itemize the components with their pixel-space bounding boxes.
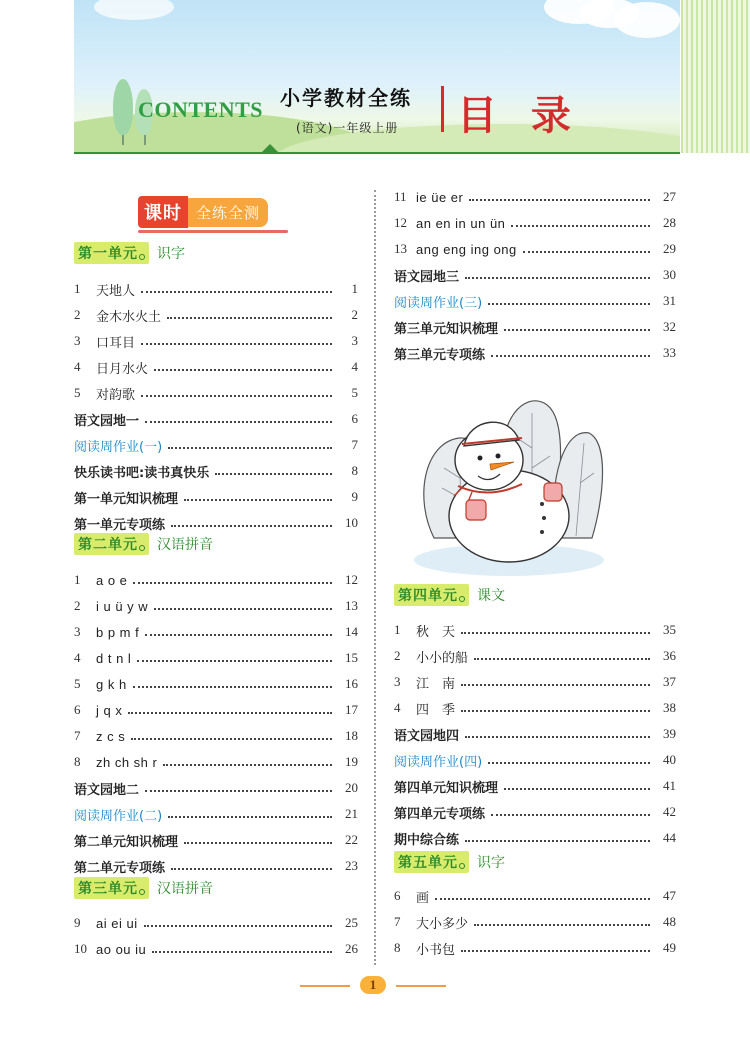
entry-title: 阅读周作业(一): [74, 439, 163, 455]
dot-leader: [504, 788, 650, 790]
toc-entry[interactable]: [74, 487, 358, 507]
entry-page: 12: [345, 572, 358, 587]
dot-leader: [511, 225, 650, 227]
entry-page: 10: [345, 515, 358, 530]
unit-badge: [394, 851, 469, 873]
entry-page: 44: [663, 830, 676, 845]
entry-title: 四 季: [416, 702, 456, 718]
entry-number: 2: [74, 598, 81, 613]
dot-leader: [461, 710, 650, 712]
entry-title: ie üe er: [416, 189, 464, 205]
dot-leader: [474, 924, 650, 926]
dot-leader: [184, 842, 332, 844]
dot-leader: [504, 329, 650, 331]
entry-page: 48: [663, 914, 676, 929]
entry-title: 第二单元知识梳理: [74, 834, 179, 850]
dot-leader: [145, 421, 332, 423]
toc-entry[interactable]: [394, 620, 676, 640]
dot-leader: [144, 925, 332, 927]
dot-leader: [461, 632, 650, 634]
snowman-illustration: [414, 388, 604, 583]
entry-page: 38: [663, 700, 676, 715]
dot-leader: [145, 634, 332, 636]
unit-badge-label: 第二单元: [78, 537, 138, 553]
page-title: 目 录: [457, 93, 581, 139]
entry-number: 5: [74, 385, 81, 400]
unit-name: 汉语拼音: [157, 881, 213, 897]
entry-title: 第四单元专项练: [394, 806, 486, 822]
dot-leader: [474, 658, 650, 660]
entry-title: 大小多少: [416, 916, 469, 932]
entry-page: 29: [663, 241, 676, 256]
toc-entry[interactable]: [394, 912, 676, 932]
entry-title: 小书包: [416, 942, 456, 958]
toc-entry[interactable]: [74, 409, 358, 429]
entry-number: 1: [74, 572, 81, 587]
entry-page: 21: [345, 806, 358, 821]
entry-title: 画: [416, 890, 430, 906]
entry-title: 口耳目: [96, 335, 136, 351]
entry-page: 6: [351, 411, 358, 426]
entry-number: 4: [74, 650, 81, 665]
entry-title: 第三单元知识梳理: [394, 321, 499, 337]
unit-name: 识字: [477, 855, 505, 871]
entry-number: 1: [394, 622, 401, 637]
unit-badge-label: 第四单元: [398, 588, 458, 604]
dot-leader: [131, 738, 332, 740]
dot-leader: [145, 790, 332, 792]
toc-entry[interactable]: [74, 435, 358, 455]
dot-leader: [465, 840, 650, 842]
dot-leader: [167, 317, 332, 319]
unit-badge-label: 第一单元: [78, 246, 138, 262]
toc-entry[interactable]: [74, 461, 358, 481]
entry-title: 阅读周作业(三): [394, 295, 483, 311]
entry-page: 14: [345, 624, 358, 639]
entry-title: g k h: [96, 676, 127, 692]
series-title: 小学教材全练: [280, 86, 412, 110]
toc-entry[interactable]: [74, 622, 358, 642]
entry-title: 第一单元知识梳理: [74, 491, 179, 507]
dot-leader: [215, 473, 332, 475]
entry-number: 7: [74, 728, 81, 743]
unit-badge-dot: [139, 254, 145, 260]
dot-leader: [163, 764, 332, 766]
toc-entry[interactable]: [74, 279, 358, 299]
column-divider: [374, 190, 376, 965]
entry-page: 16: [345, 676, 358, 691]
entry-page: 40: [663, 752, 676, 767]
unit-heading: [394, 584, 505, 606]
toc-entry[interactable]: [74, 383, 358, 403]
entry-title: 第四单元知识梳理: [394, 780, 499, 796]
entry-title: 期中综合练: [394, 832, 460, 848]
toc-entry[interactable]: [74, 778, 358, 798]
entry-page: 13: [345, 598, 358, 613]
toc-entry[interactable]: [394, 698, 676, 718]
entry-number: 13: [394, 241, 407, 256]
footer-rule-right: [396, 985, 446, 987]
entry-page: 5: [351, 385, 358, 400]
entry-page: 4: [351, 359, 358, 374]
entry-title: 第二单元专项练: [74, 860, 166, 876]
toc-entry[interactable]: [74, 804, 358, 824]
entry-number: 4: [394, 700, 401, 715]
unit-name: 汉语拼音: [157, 537, 213, 553]
entry-number: 12: [394, 215, 407, 230]
entry-page: 30: [663, 267, 676, 282]
entry-number: 7: [394, 914, 401, 929]
entry-title: 对韵歌: [96, 387, 136, 403]
entry-page: 15: [345, 650, 358, 665]
entry-page: 36: [663, 648, 676, 663]
entry-title: b p m f: [96, 624, 140, 640]
entry-number: 11: [394, 189, 407, 204]
dot-leader: [469, 199, 650, 201]
unit-badge-label: 第五单元: [398, 855, 458, 871]
entry-title: z c s: [96, 728, 126, 744]
lesson-label: [138, 196, 268, 228]
entry-title: i u ü y w: [96, 598, 149, 614]
entry-title: 日月水火: [96, 361, 149, 377]
toc-entry[interactable]: [74, 939, 358, 959]
entry-title: 语文园地二: [74, 782, 140, 798]
dot-leader: [435, 898, 650, 900]
entry-title: j q x: [96, 702, 123, 718]
entry-page: 18: [345, 728, 358, 743]
entry-page: 8: [351, 463, 358, 478]
toc-entry[interactable]: [394, 828, 676, 848]
entry-title: a o e: [96, 572, 128, 588]
toc-entry[interactable]: [394, 239, 676, 259]
dot-leader: [141, 395, 332, 397]
unit-heading: [74, 533, 213, 555]
toc-entry[interactable]: [74, 752, 358, 772]
toc-entry[interactable]: [74, 674, 358, 694]
entry-title: 快乐读书吧:读书真快乐: [74, 465, 210, 481]
dot-leader: [171, 525, 332, 527]
dot-leader: [133, 686, 332, 688]
page-number: 1: [360, 976, 386, 994]
entry-title: 江 南: [416, 676, 456, 692]
entry-page: 49: [663, 940, 676, 955]
entry-number: 3: [74, 624, 81, 639]
unit-name: 识字: [157, 246, 185, 262]
lesson-label-underline: [138, 230, 288, 233]
entry-number: 9: [74, 915, 81, 930]
dot-leader: [154, 369, 332, 371]
entry-title: 阅读周作业(二): [74, 808, 163, 824]
lesson-label-sub: 全练全测: [188, 198, 268, 227]
unit-badge-dot: [139, 889, 145, 895]
entry-title: zh ch sh r: [96, 754, 158, 770]
unit-heading: [74, 242, 185, 264]
toc-entry[interactable]: [394, 672, 676, 692]
dot-leader: [128, 712, 332, 714]
entry-number: 8: [394, 940, 401, 955]
entry-title: 天地人: [96, 283, 136, 299]
dot-leader: [133, 582, 332, 584]
title-divider: [441, 86, 444, 132]
entry-number: 8: [74, 754, 81, 769]
entry-page: 7: [351, 437, 358, 452]
decorative-stripes: [681, 0, 750, 153]
entry-page: 47: [663, 888, 676, 903]
entry-page: 39: [663, 726, 676, 741]
entry-page: 23: [345, 858, 358, 873]
unit-badge: [74, 877, 149, 899]
entry-page: 19: [345, 754, 358, 769]
entry-page: 32: [663, 319, 676, 334]
unit-badge: [394, 584, 469, 606]
entry-page: 1: [351, 281, 358, 296]
entry-title: ao ou iu: [96, 941, 147, 957]
dot-leader: [154, 608, 332, 610]
toc-entry[interactable]: [394, 317, 676, 337]
header-rule-marker: [262, 144, 278, 152]
dot-leader: [465, 277, 650, 279]
entry-page: 26: [345, 941, 358, 956]
entry-page: 28: [663, 215, 676, 230]
footer-rule-left: [300, 985, 350, 987]
unit-badge-dot: [139, 545, 145, 551]
dot-leader: [141, 291, 332, 293]
dot-leader: [461, 684, 650, 686]
entry-number: 5: [74, 676, 81, 691]
entry-page: 33: [663, 345, 676, 360]
entry-number: 2: [394, 648, 401, 663]
entry-page: 37: [663, 674, 676, 689]
toc-entry[interactable]: [394, 724, 676, 744]
entry-number: 3: [394, 674, 401, 689]
entry-number: 10: [74, 941, 87, 956]
entry-title: 第一单元专项练: [74, 517, 166, 533]
unit-badge: [74, 533, 149, 555]
entry-number: 2: [74, 307, 81, 322]
toc-entry[interactable]: [74, 570, 358, 590]
entry-number: 3: [74, 333, 81, 348]
entry-number: 6: [394, 888, 401, 903]
lesson-label-main: 课时: [138, 196, 188, 228]
entry-page: 41: [663, 778, 676, 793]
toc-entry[interactable]: [394, 776, 676, 796]
entry-page: 22: [345, 832, 358, 847]
entry-title: an en in un ün: [416, 215, 506, 231]
toc-entry[interactable]: [394, 213, 676, 233]
entry-number: 6: [74, 702, 81, 717]
toc-entry[interactable]: [394, 187, 676, 207]
page-footer: [300, 974, 450, 998]
toc-entry[interactable]: [74, 913, 358, 933]
entry-page: 25: [345, 915, 358, 930]
entry-title: 语文园地三: [394, 269, 460, 285]
toc-entry[interactable]: [394, 265, 676, 285]
dot-leader: [168, 816, 332, 818]
entry-page: 31: [663, 293, 676, 308]
toc-entry[interactable]: [394, 886, 676, 906]
entry-page: 42: [663, 804, 676, 819]
dot-leader: [488, 303, 650, 305]
entry-title: ai ei ui: [96, 915, 138, 931]
toc-entry[interactable]: [394, 750, 676, 770]
entry-title: d t n l: [96, 650, 132, 666]
toc-entry[interactable]: [394, 802, 676, 822]
entry-page: 35: [663, 622, 676, 637]
unit-badge-dot: [459, 596, 465, 602]
entry-title: 秋 天: [416, 624, 456, 640]
entry-title: 金木水火土: [96, 309, 162, 325]
tree-icon: [113, 79, 133, 135]
dot-leader: [141, 343, 332, 345]
cloud-shape: [94, 0, 174, 20]
cloud-shape: [614, 2, 680, 38]
entry-page: 2: [351, 307, 358, 322]
dot-leader: [168, 447, 332, 449]
entry-page: 20: [345, 780, 358, 795]
header-rule: [74, 152, 680, 154]
entry-title: 语文园地四: [394, 728, 460, 744]
toc-entry[interactable]: [74, 513, 358, 533]
toc-entry[interactable]: [394, 343, 676, 363]
unit-heading: [74, 877, 213, 899]
dot-leader: [523, 251, 650, 253]
dot-leader: [491, 355, 650, 357]
toc-entry[interactable]: [74, 331, 358, 351]
unit-heading: [394, 851, 505, 873]
toc-entry[interactable]: [74, 648, 358, 668]
entry-title: 阅读周作业(四): [394, 754, 483, 770]
dot-leader: [465, 736, 650, 738]
toc-entry[interactable]: [74, 305, 358, 325]
entry-title: 语文园地一: [74, 413, 140, 429]
series-subtitle: (语文)一年级上册: [296, 121, 399, 135]
unit-badge-dot: [459, 863, 465, 869]
toc-entry[interactable]: [394, 291, 676, 311]
unit-badge-label: 第三单元: [78, 881, 138, 897]
entry-title: 第三单元专项练: [394, 347, 486, 363]
toc-entry[interactable]: [394, 938, 676, 958]
entry-title: ang eng ing ong: [416, 241, 517, 257]
toc-entry[interactable]: [74, 596, 358, 616]
unit-name: 课文: [477, 588, 505, 604]
entry-number: 1: [74, 281, 81, 296]
entry-page: 17: [345, 702, 358, 717]
entry-number: 4: [74, 359, 81, 374]
toc-entry[interactable]: [74, 856, 358, 876]
entry-page: 9: [351, 489, 358, 504]
dot-leader: [184, 499, 332, 501]
toc-entry[interactable]: [74, 357, 358, 377]
entry-title: 小小的船: [416, 650, 469, 666]
toc-entry[interactable]: [394, 646, 676, 666]
toc-entry[interactable]: [74, 830, 358, 850]
unit-badge: [74, 242, 149, 264]
contents-heading: CONTENTS: [138, 97, 264, 122]
dot-leader: [152, 951, 332, 953]
toc-entry[interactable]: [74, 726, 358, 746]
dot-leader: [491, 814, 650, 816]
dot-leader: [137, 660, 332, 662]
toc-entry[interactable]: [74, 700, 358, 720]
dot-leader: [461, 950, 650, 952]
dot-leader: [488, 762, 650, 764]
entry-page: 3: [351, 333, 358, 348]
entry-page: 27: [663, 189, 676, 204]
dot-leader: [171, 868, 332, 870]
